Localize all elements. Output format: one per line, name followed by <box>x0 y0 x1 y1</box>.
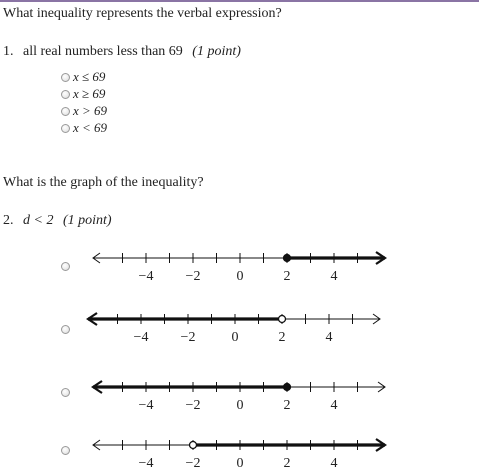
number-line-option-4 <box>85 432 395 474</box>
q2-option-2-radio[interactable] <box>61 325 70 334</box>
tick-label: 4 <box>330 398 338 413</box>
q1-option-3-label[interactable]: x > 69 <box>73 103 108 118</box>
question-1-points: (1 point) <box>192 44 241 59</box>
q1-option-1-radio[interactable] <box>61 73 70 82</box>
number-line-option-3 <box>85 374 395 416</box>
tick-label: −2 <box>180 330 196 345</box>
tick-label: −4 <box>138 269 154 284</box>
open-endpoint <box>279 316 286 323</box>
tick-label: 2 <box>278 330 286 345</box>
top-accent-bar <box>0 0 479 2</box>
tick-label: 4 <box>325 330 333 345</box>
question-2-points: (1 point) <box>62 213 112 228</box>
tick-label: 4 <box>330 269 338 284</box>
question-1-prompt: all real numbers less than 69 <box>23 44 183 59</box>
number-line-option-2 <box>80 306 390 348</box>
question-1-heading: What inequality represents the verbal expression? <box>3 6 282 21</box>
number-line-option-1 <box>85 245 395 287</box>
q1-option-3-radio[interactable] <box>61 107 70 116</box>
tick-label: 2 <box>283 269 291 284</box>
tick-label: 2 <box>283 456 291 471</box>
tick-label: 0 <box>231 330 239 345</box>
question-1-number: 1. <box>3 44 14 59</box>
q2-option-1-radio[interactable] <box>61 262 70 271</box>
tick-label: 0 <box>236 269 244 284</box>
tick-label: −2 <box>185 269 201 284</box>
tick-label: −4 <box>133 330 149 345</box>
question-1-item <box>3 44 241 60</box>
tick-label: −2 <box>185 398 201 413</box>
tick-label: 0 <box>236 456 244 471</box>
closed-endpoint <box>284 255 291 262</box>
q1-option-2-label[interactable]: x ≥ 69 <box>73 86 106 101</box>
open-endpoint <box>190 442 197 449</box>
question-2-number: 2. <box>3 213 14 228</box>
tick-label: −4 <box>138 398 154 413</box>
q1-option-1-label[interactable]: x ≤ 69 <box>73 69 106 84</box>
question-2-item <box>3 213 112 229</box>
q2-option-3-radio[interactable] <box>61 388 70 397</box>
question-2-heading: What is the graph of the inequality? <box>3 175 204 190</box>
tick-label: 2 <box>283 398 291 413</box>
tick-label: −2 <box>185 456 201 471</box>
q1-option-4-label[interactable]: x < 69 <box>73 120 108 135</box>
tick-label: −4 <box>138 456 154 471</box>
q2-option-4-radio[interactable] <box>61 446 70 455</box>
q1-option-4-radio[interactable] <box>61 124 70 133</box>
tick-label: 4 <box>330 456 338 471</box>
closed-endpoint <box>284 384 291 391</box>
q1-option-2-radio[interactable] <box>61 90 70 99</box>
question-2-prompt: d < 2 <box>23 213 54 228</box>
tick-label: 0 <box>236 398 244 413</box>
